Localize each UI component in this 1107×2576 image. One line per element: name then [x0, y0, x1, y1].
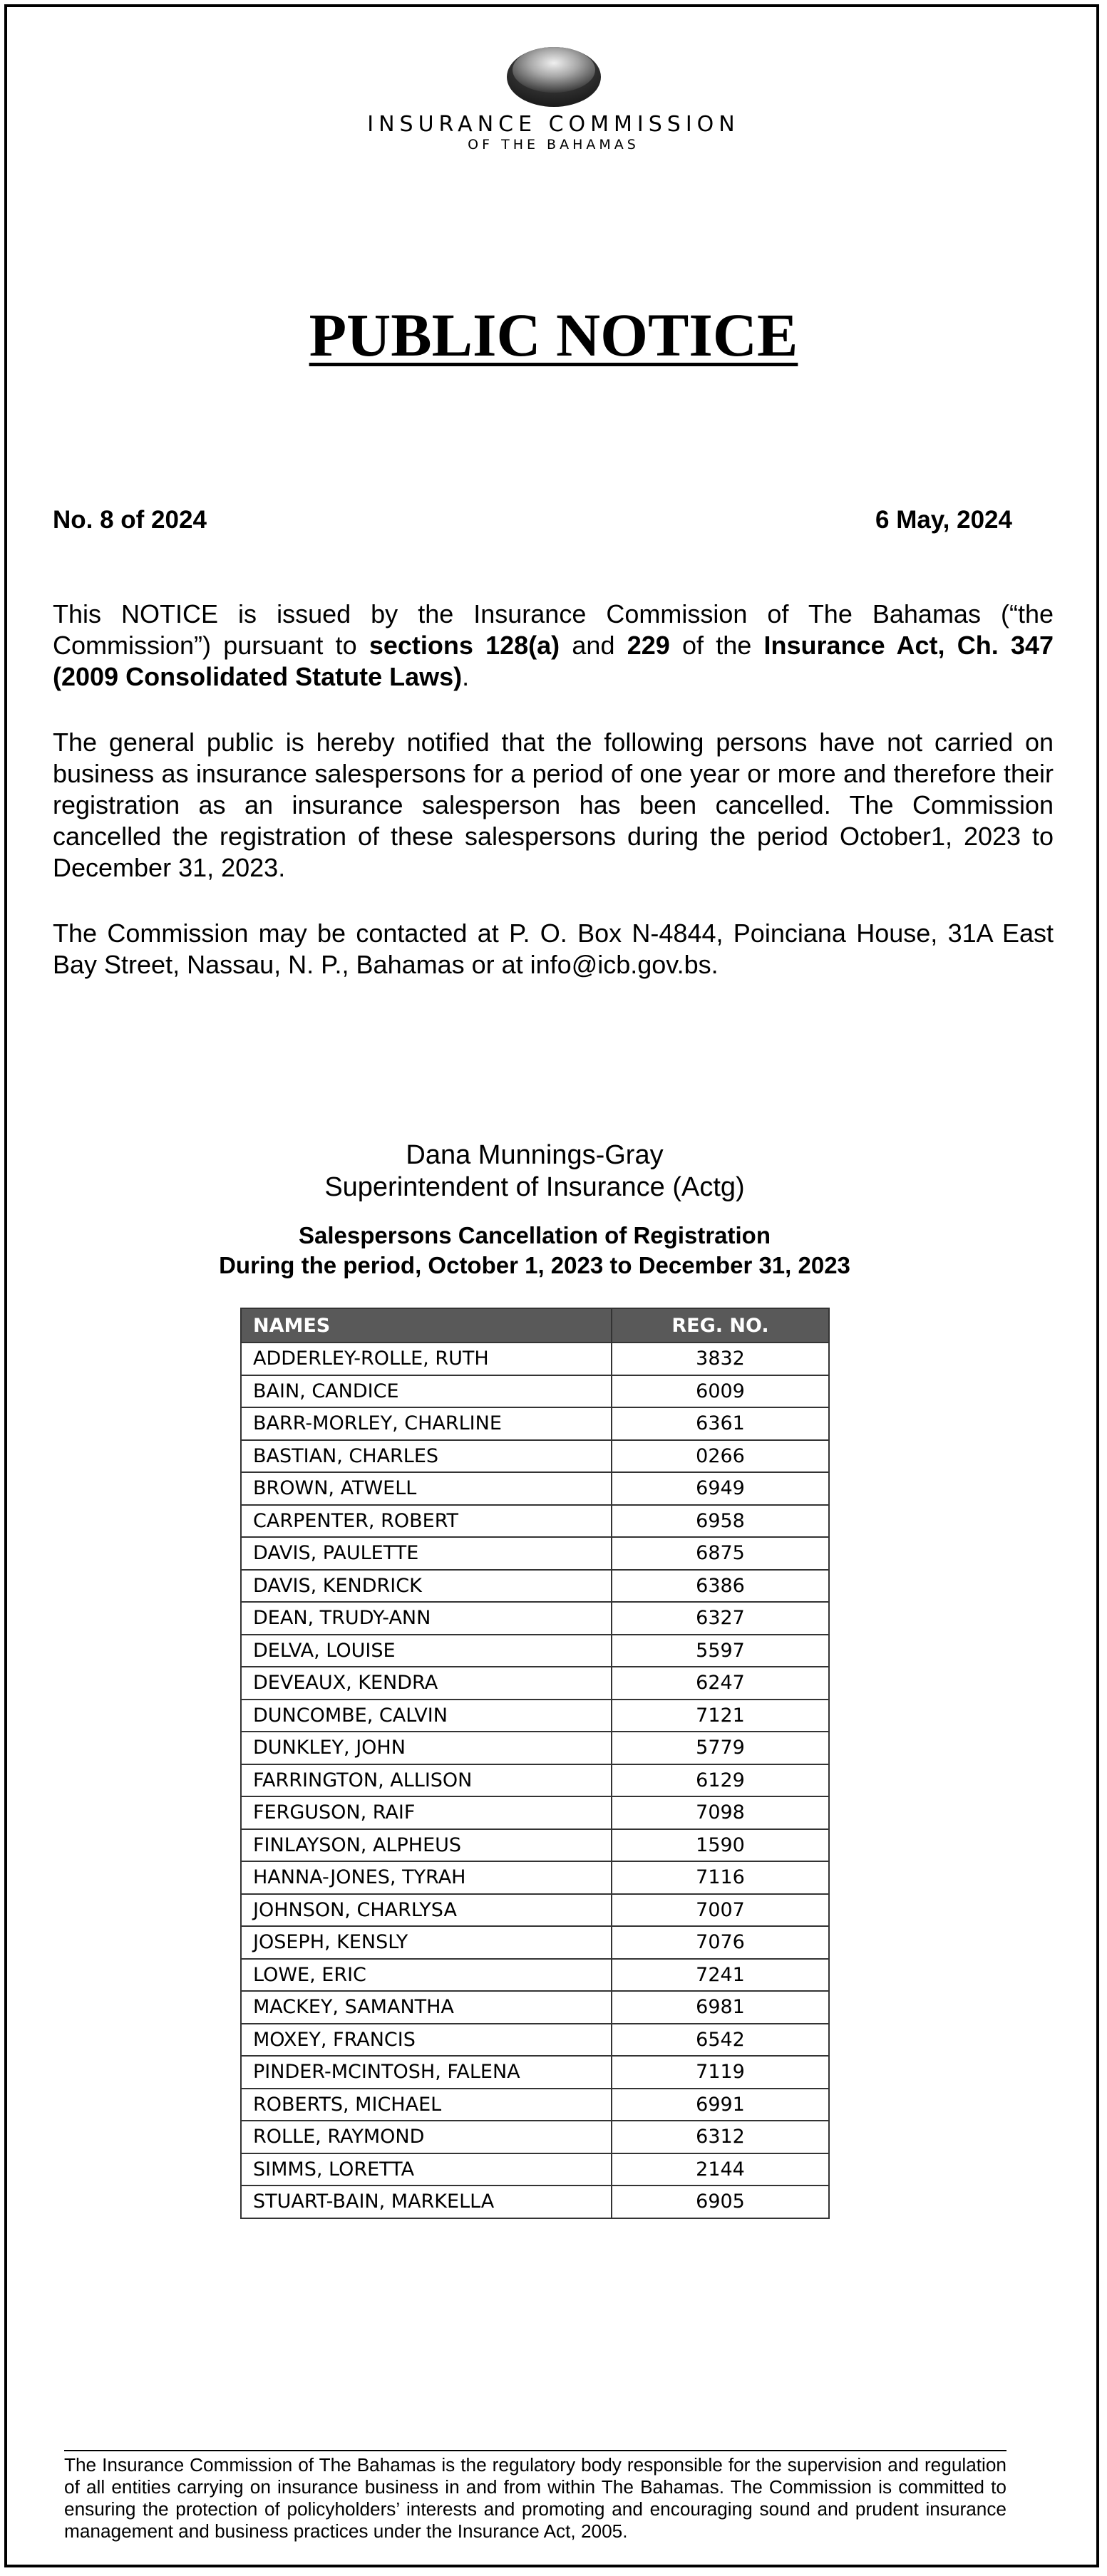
salespersons-table	[240, 1308, 830, 2219]
registration-number: 6247	[612, 1667, 829, 1700]
table-row	[241, 1407, 829, 1440]
salesperson-name: FERGUSON, RAIF	[241, 1796, 612, 1829]
table-row	[241, 1635, 829, 1667]
contact-paragraph: The Commission may be contacted at P. O. Box N-4844, Poinciana House, 31A East Bay Street, Nassau, N. P., Bahamas or at info@icb.gov.bs.	[53, 919, 1054, 979]
registration-number: 6542	[612, 2024, 829, 2057]
registration-number: 7121	[612, 1700, 829, 1732]
footer-statement: The Insurance Commission of The Bahamas is the regulatory body responsible for the supervision and regulation of all entities carrying on insurance business in and from within The Bahamas. The Commission is committed to ensuring the protection of policyholders’ interests and promoting and encouraging sound and prudent insurance management and business practices under the Insurance Act, 2005.	[64, 2454, 1006, 2542]
table-subtitle: During the period, October 1, 2023 to December 31, 2023	[219, 1252, 850, 1278]
registration-number: 5779	[612, 1732, 829, 1764]
registration-number: 0266	[612, 1440, 829, 1473]
registration-number: 7241	[612, 1959, 829, 1992]
salesperson-name: JOHNSON, CHARLYSA	[241, 1894, 612, 1927]
salesperson-name: DAVIS, PAULETTE	[241, 1537, 612, 1570]
table-row	[241, 1667, 829, 1700]
salesperson-name: BASTIAN, CHARLES	[241, 1440, 612, 1473]
table-row	[241, 1926, 829, 1959]
salesperson-name: SIMMS, LORETTA	[241, 2153, 612, 2186]
table-row	[241, 1959, 829, 1992]
salesperson-name: PINDER-MCINTOSH, FALENA	[241, 2056, 612, 2089]
registration-number: 6129	[612, 1764, 829, 1797]
table-row	[241, 1537, 829, 1570]
notice-paragraph-2: The general public is hereby notified that the following persons have not carried on business as insurance salespersons for a period of one year or more and therefore their registration as an insurance salesperson has been cancelled. The Commission cancelled the registration of these salespersons during the period October1, 2023 to December 31, 2023.	[53, 728, 1054, 882]
column-header-names: NAMES	[241, 1308, 612, 1343]
table-row	[241, 1472, 829, 1505]
salesperson-name: DEVEAUX, KENDRA	[241, 1667, 612, 1700]
salesperson-name: BROWN, ATWELL	[241, 1472, 612, 1505]
table-row	[241, 1861, 829, 1894]
table-row	[241, 1764, 829, 1797]
org-subtitle: OF THE BAHAMAS	[468, 137, 639, 152]
table-row	[241, 2056, 829, 2089]
logo	[0, 41, 1107, 152]
table-row	[241, 2121, 829, 2153]
registration-number: 7098	[612, 1796, 829, 1829]
table-row	[241, 1375, 829, 1408]
salesperson-name: FINLAYSON, ALPHEUS	[241, 1829, 612, 1862]
salesperson-name: DAVIS, KENDRICK	[241, 1570, 612, 1603]
table-header-row	[241, 1308, 829, 1343]
table-row	[241, 1894, 829, 1927]
registration-number: 6361	[612, 1407, 829, 1440]
registration-number: 3832	[612, 1343, 829, 1375]
column-header-reg-no: REG. NO.	[612, 1308, 829, 1343]
registration-number: 7116	[612, 1861, 829, 1894]
commission-emblem-icon	[504, 41, 604, 109]
salesperson-name: BARR-MORLEY, CHARLINE	[241, 1407, 612, 1440]
registration-number: 6991	[612, 2089, 829, 2121]
salesperson-name: MOXEY, FRANCIS	[241, 2024, 612, 2057]
table-row	[241, 1732, 829, 1764]
salesperson-name: STUART-BAIN, MARKELLA	[241, 2186, 612, 2218]
salesperson-name: DEAN, TRUDY-ANN	[241, 1602, 612, 1635]
table-row	[241, 1700, 829, 1732]
registration-number: 1590	[612, 1829, 829, 1862]
table-row	[241, 2024, 829, 2057]
table-row	[241, 1440, 829, 1473]
page-title: PUBLIC NOTICE	[309, 301, 798, 369]
notice-date: 6 May, 2024	[875, 506, 1012, 534]
registration-number: 7119	[612, 2056, 829, 2089]
table-row	[241, 1796, 829, 1829]
notice-paragraph-1: This NOTICE is issued by the Insurance Commission of The Bahamas (“the Commission”) pursuant to sections 128(a) and 229 of the Insurance Act, Ch. 347 (2009 Consolidated Statute Laws).	[53, 599, 1054, 691]
salesperson-name: ROLLE, RAYMOND	[241, 2121, 612, 2153]
footer-divider	[64, 2450, 1006, 2451]
registration-number: 6327	[612, 1602, 829, 1635]
signatory-position: Superintendent of Insurance (Actg)	[324, 1172, 745, 1202]
registration-number: 6009	[612, 1375, 829, 1408]
salesperson-name: ROBERTS, MICHAEL	[241, 2089, 612, 2121]
table-row	[241, 1343, 829, 1375]
notice-number: No. 8 of 2024	[53, 506, 207, 534]
registration-number: 6312	[612, 2121, 829, 2153]
salesperson-name: HANNA-JONES, TYRAH	[241, 1861, 612, 1894]
salesperson-name: CARPENTER, ROBERT	[241, 1505, 612, 1538]
table-row	[241, 1570, 829, 1603]
salesperson-name: ADDERLEY-ROLLE, RUTH	[241, 1343, 612, 1375]
table-title: Salespersons Cancellation of Registration	[299, 1222, 771, 1248]
table-row	[241, 2089, 829, 2121]
salesperson-name: LOWE, ERIC	[241, 1959, 612, 1992]
salesperson-name: BAIN, CANDICE	[241, 1375, 612, 1408]
org-name: INSURANCE COMMISSION	[367, 112, 740, 137]
registration-number: 6958	[612, 1505, 829, 1538]
registration-number: 6905	[612, 2186, 829, 2218]
salesperson-name: DUNCOMBE, CALVIN	[241, 1700, 612, 1732]
table-row	[241, 2153, 829, 2186]
registration-number: 2144	[612, 2153, 829, 2186]
registration-number: 7076	[612, 1926, 829, 1959]
registration-number: 5597	[612, 1635, 829, 1667]
salesperson-name: JOSEPH, KENSLY	[241, 1926, 612, 1959]
table-row	[241, 1602, 829, 1635]
table-row	[241, 1991, 829, 2024]
table-row	[241, 1505, 829, 1538]
salesperson-name: FARRINGTON, ALLISON	[241, 1764, 612, 1797]
salesperson-name: MACKEY, SAMANTHA	[241, 1991, 612, 2024]
table-row	[241, 1829, 829, 1862]
table-row	[241, 2186, 829, 2218]
registration-number: 6981	[612, 1991, 829, 2024]
signatory-name: Dana Munnings-Gray	[406, 1140, 664, 1170]
registration-number: 6386	[612, 1570, 829, 1603]
registration-number: 7007	[612, 1894, 829, 1927]
registration-number: 6949	[612, 1472, 829, 1505]
salesperson-name: DELVA, LOUISE	[241, 1635, 612, 1667]
salesperson-name: DUNKLEY, JOHN	[241, 1732, 612, 1764]
registration-number: 6875	[612, 1537, 829, 1570]
